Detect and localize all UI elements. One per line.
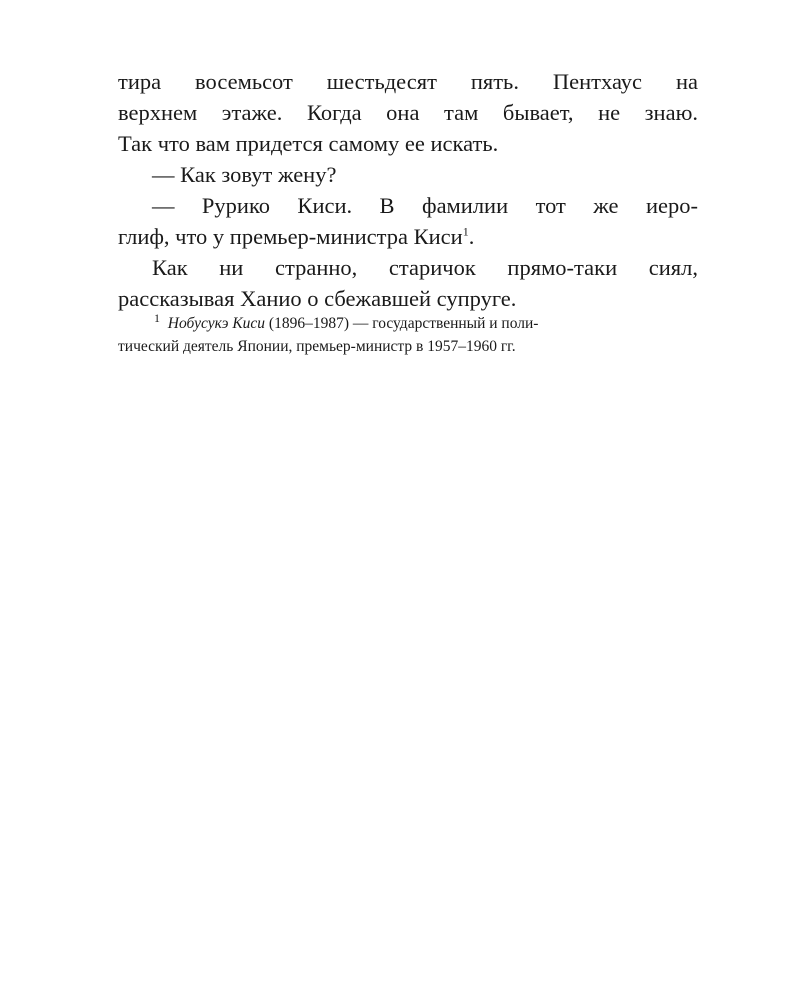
paragraph-4 bbox=[118, 252, 698, 314]
text-line: тира восемьсот шестьдесят пять. Пентхаус на bbox=[118, 69, 698, 94]
footnote-marker: 1 bbox=[154, 310, 160, 325]
paragraph-2 bbox=[118, 159, 698, 190]
paragraph-1 bbox=[118, 66, 698, 159]
text-line: — Рурико Киси. В фамилии тот же иеро- bbox=[152, 193, 698, 218]
text-line: рассказывая Ханио о сбежавшей супруге. bbox=[118, 286, 517, 311]
footnote-person-name: Нобусукэ Киси bbox=[167, 315, 266, 332]
text-line: верхнем этаже. Когда она там бывает, не знаю. bbox=[118, 100, 698, 125]
text-line-period: . bbox=[468, 224, 475, 249]
footnote bbox=[118, 312, 698, 358]
text-line-content: глиф, что у премьер-министра Киси bbox=[118, 224, 463, 249]
footnote-reference: 1 bbox=[462, 224, 469, 239]
paragraph-3 bbox=[118, 190, 698, 252]
footnote-line: тический деятель Японии, премьер-министр в 1957–1960 гг. bbox=[118, 338, 516, 355]
footnote-line bbox=[118, 312, 698, 335]
page-body bbox=[118, 66, 698, 314]
footnote-text: (1896–1987) — государственный и поли- bbox=[268, 315, 539, 332]
text-line bbox=[118, 221, 698, 252]
text-line: — Как зовут жену? bbox=[152, 162, 337, 187]
text-line: Так что вам придется самому ее искать. bbox=[118, 131, 499, 156]
text-line: Как ни странно, старичок прямо-таки сиял, bbox=[152, 255, 698, 280]
